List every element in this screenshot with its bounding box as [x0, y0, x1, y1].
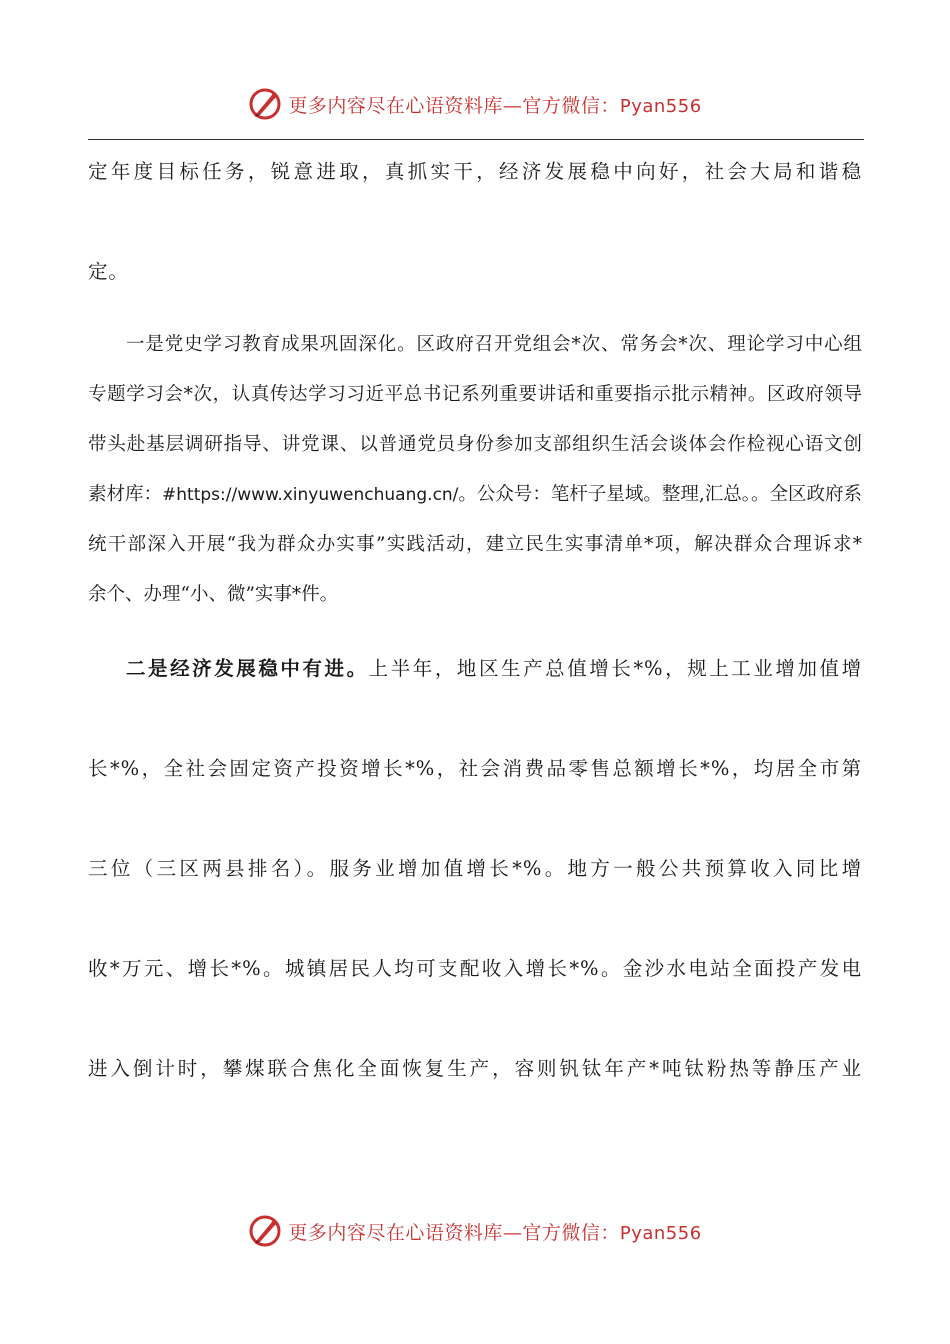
footer-wechat-id: Pyan556 — [619, 1222, 702, 1244]
text-segment: 上半年，地区生产总值增长*%，规上工业增加值增 — [368, 657, 862, 680]
paragraph-1-line-2: 专题学习会*次，认真传达学习习近平总书记系列重要讲话和重要指示批示精神。区政府领导 — [88, 384, 862, 405]
header-banner-text — [288, 91, 701, 118]
paragraph-1-line-1: 一是党史学习教育成果巩固深化。区政府召开党组会*次、常务会*次、理论学习中心组 — [126, 334, 862, 355]
section-heading: 二是经济发展稳中有进。 — [126, 657, 369, 680]
paragraph-1-line-5: 统干部深入开展“我为群众办实事”实践活动，建立民生实事清单*项，解决群众合理诉求* — [88, 534, 862, 555]
footer-banner-text — [288, 1218, 701, 1245]
paragraph-1-line-4 — [88, 482, 862, 508]
website-url: #https://www.xinyuwenchuang.cn/ — [162, 485, 459, 505]
paragraph-2-line-4: 收*万元、增长*%。城镇居民人均可支配收入增长*%。金沙水电站全面投产发电 — [88, 957, 862, 980]
paragraph-1-line-3: 带头赴基层调研指导、讲党课、以普通党员身份参加支部组织生活会谈体会作检视心语文创 — [88, 434, 862, 455]
paragraph-0-line-2: 定。 — [88, 260, 129, 283]
footer-banner — [0, 1211, 950, 1251]
header-banner — [0, 84, 950, 124]
pen-logo-icon — [248, 87, 282, 121]
header-banner-cn: 更多内容尽在心语资料库—官方微信： — [288, 94, 620, 117]
paragraph-2-line-2: 长*%，全社会固定资产投资增长*%，社会消费品零售总额增长*%，均居全市第 — [88, 757, 862, 780]
footer-banner-cn: 更多内容尽在心语资料库—官方微信： — [288, 1221, 620, 1244]
text-segment: 。公众号：笔杆子星域。整理,汇总。。全区政府系 — [458, 484, 862, 505]
header-wechat-id: Pyan556 — [619, 95, 702, 117]
pen-logo-icon — [248, 1214, 282, 1248]
text-segment: 素材库： — [88, 484, 163, 505]
paragraph-0-line-1: 定年度目标任务，锐意进取，真抓实干，经济发展稳中向好，社会大局和谐稳 — [88, 160, 862, 183]
paragraph-2-line-1 — [126, 656, 862, 682]
paragraph-2-line-5: 进入倒计时，攀煤联合焦化全面恢复生产，容则钒钛年产*吨钛粉热等静压产业 — [88, 1057, 862, 1080]
paragraph-2-line-3: 三位（三区两县排名）。服务业增加值增长*%。地方一般公共预算收入同比增 — [88, 857, 862, 880]
header-divider — [88, 139, 864, 140]
paragraph-1-line-6: 余个、办理“小、微”实事*件。 — [88, 584, 339, 605]
